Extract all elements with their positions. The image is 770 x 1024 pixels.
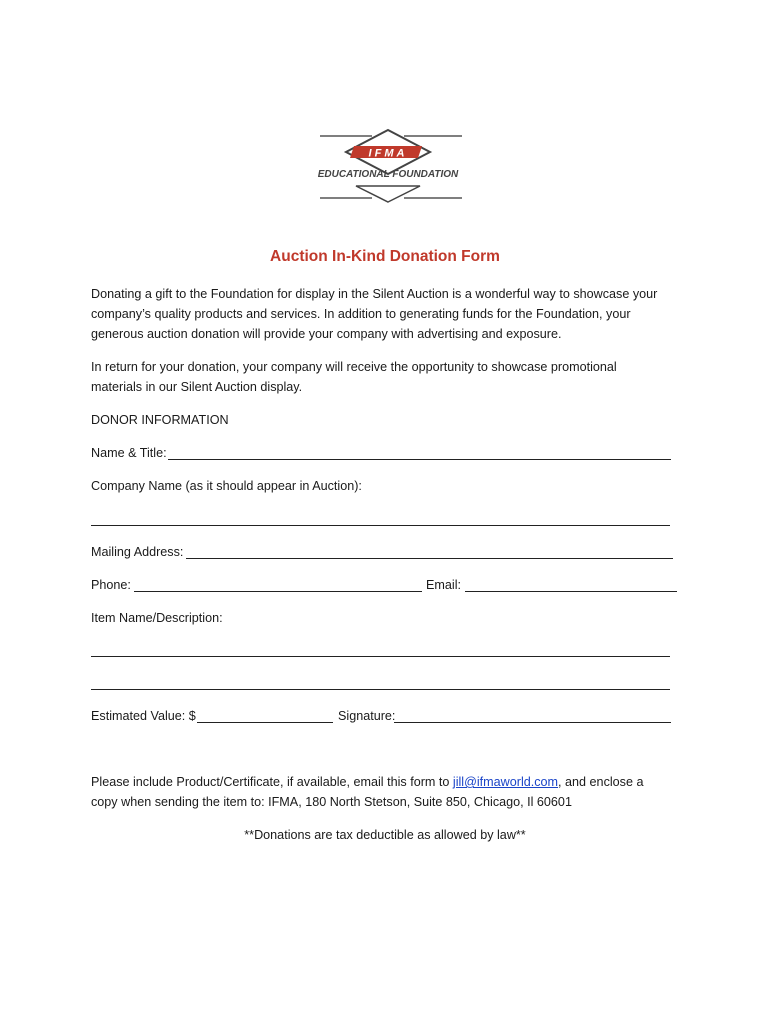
name-title-field[interactable]	[168, 459, 671, 460]
intro-line-1: Donating a gift to the Foundation for display in the Silent Auction is a wonderful way to showcase your	[91, 287, 658, 301]
phone-label: Phone:	[91, 578, 131, 592]
mailing-address-field[interactable]	[186, 558, 673, 559]
logo-top-text: IFMA	[368, 147, 408, 160]
logo-bottom-text: EDUCATIONAL FOUNDATION	[317, 169, 459, 180]
name-title-label: Name & Title:	[91, 446, 167, 460]
estimated-value-field[interactable]	[197, 722, 333, 723]
estimated-value-label: Estimated Value: $	[91, 709, 196, 723]
item-description-line-2[interactable]	[91, 689, 670, 690]
signature-label: Signature:	[338, 709, 396, 723]
closing-line-2: copy when sending the item to: IFMA, 180 North Stetson, Suite 850, Chicago, Il 60601	[91, 795, 572, 809]
return-line-1: In return for your donation, your company will receive the opportunity to showcase promotional	[91, 360, 617, 374]
closing-after-email: , and enclose a	[558, 775, 644, 789]
intro-paragraph	[91, 284, 681, 344]
email-link[interactable]: jill@ifmaworld.com	[452, 775, 559, 789]
phone-field[interactable]	[134, 591, 422, 592]
signature-field[interactable]	[394, 722, 671, 723]
closing-paragraph	[91, 772, 691, 812]
mailing-address-label: Mailing Address:	[91, 545, 184, 559]
email-field[interactable]	[465, 591, 677, 592]
closing-before-email: Please include Product/Certificate, if available, email this form to	[91, 775, 453, 789]
intro-line-3: generous auction donation will provide your company with advertising and exposure.	[91, 327, 562, 341]
email-label: Email:	[426, 578, 461, 592]
form-title: Auction In-Kind Donation Form	[270, 248, 500, 265]
return-line-2: materials in our Silent Auction display.	[91, 380, 303, 394]
intro-line-2: company’s quality products and services. In addition to generating funds for the Foundation, your	[91, 307, 631, 321]
item-description-line-1[interactable]	[91, 656, 670, 657]
ifma-educational-foundation-logo	[302, 128, 474, 208]
company-name-label: Company Name (as it should appear in Auction):	[91, 479, 362, 493]
company-name-field[interactable]	[91, 525, 670, 526]
return-paragraph	[91, 357, 681, 397]
donor-info-heading: DONOR INFORMATION	[91, 413, 229, 427]
tax-deductible-note: **Donations are tax deductible as allowed by law**	[244, 828, 526, 842]
item-description-label: Item Name/Description:	[91, 611, 223, 625]
closing-line-1	[91, 772, 691, 792]
